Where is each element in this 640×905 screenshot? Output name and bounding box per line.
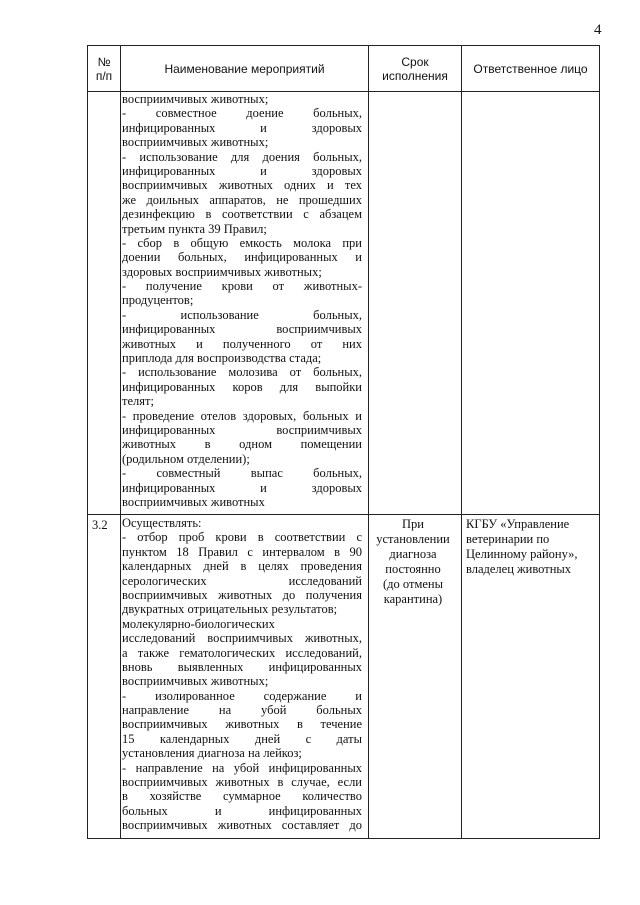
continued-measures-text <box>122 92 362 509</box>
text-line: приплода для воспроизводства стада; <box>122 351 322 366</box>
column-divider <box>368 46 369 838</box>
text-line: восприимчивых животных до получения <box>122 587 362 602</box>
measures-text-3-2 <box>122 516 362 833</box>
text-line: восприимчивых животных; <box>122 674 269 689</box>
text-line: - использование для доения больных, <box>122 149 362 164</box>
text-line: дезинфекцию в соответствии с абзацем <box>122 207 362 222</box>
page-number: 4 <box>594 22 602 38</box>
text-line: же доильных аппаратов, не прошедших <box>122 192 362 207</box>
text-line: - использование молозива от больных, <box>122 365 362 380</box>
text-line: - направление на убой инфицированных <box>122 760 362 775</box>
text-line: доении больных, инфицированных и <box>122 250 362 265</box>
text-line: больных и инфицированных <box>122 803 362 818</box>
header-responsible: Ответственное лицо <box>473 61 588 76</box>
text-line: животных в одном помещении <box>122 437 362 452</box>
header-num: № п/п <box>95 54 113 83</box>
row-number: 3.2 <box>92 518 108 532</box>
text-line: инфицированных восприимчивых <box>122 422 362 437</box>
text-line: 15 календарных дней с даты <box>122 731 362 746</box>
text-line: - получение крови от животных- <box>122 279 362 294</box>
text-line: восприимчивых животных; <box>122 135 269 150</box>
text-line: продуцентов; <box>122 293 194 308</box>
text-line: восприимчивых животных; <box>122 92 269 106</box>
text-line: молекулярно-биологических <box>122 616 275 631</box>
text-line: восприимчивых животных в течение <box>122 717 362 732</box>
row-divider <box>88 514 599 515</box>
text-line: а также гематологических исследований, <box>122 645 362 660</box>
text-line: - совместный выпас больных, <box>122 466 362 481</box>
text-line: инфицированных и здоровых <box>122 480 362 495</box>
text-line: третьим пункта 39 Правил; <box>122 221 267 236</box>
text-line: здоровых восприимчивых животных; <box>122 264 322 279</box>
header-name: Наименование мероприятий <box>164 61 325 76</box>
text-line: исследований восприимчивых животных, <box>122 631 362 646</box>
text-line: восприимчивых животных одних и тех <box>122 178 362 193</box>
text-line: восприимчивых животных составляет до <box>122 818 362 833</box>
text-line: - отбор проб крови в соответствии с <box>122 530 362 545</box>
header-term: Срок исполнения <box>382 54 448 83</box>
text-line: календарных дней в целях проведения <box>122 559 362 574</box>
term-text: При установлении диагноза постоянно (до отмены карантина) <box>376 517 450 606</box>
text-line: вновь выявленных инфицированных <box>122 659 362 674</box>
text-line: восприимчивых животных <box>122 494 265 509</box>
text-line: инфицированных и здоровых <box>122 120 362 135</box>
text-line: в хозяйстве суммарное количество <box>122 789 362 804</box>
text-line: инфицированных и здоровых <box>122 163 362 178</box>
text-line: Осуществлять: <box>122 516 202 530</box>
text-line: инфицированных коров для выпойки <box>122 379 362 394</box>
column-divider <box>120 46 121 838</box>
text-line: пунктом 18 Правил с интервалом в 90 <box>122 544 362 559</box>
text-line: - использование больных, <box>122 307 362 322</box>
text-line: телят; <box>122 394 154 409</box>
text-line: - изолированное содержание и <box>122 688 362 703</box>
text-line: (родильном отделении); <box>122 451 250 466</box>
text-line: животных и полученного от них <box>122 336 362 351</box>
text-line: инфицированных восприимчивых <box>122 322 362 337</box>
text-line: установления диагноза на лейкоз; <box>122 746 302 761</box>
text-line: восприимчивых животных в случае, если <box>122 775 362 790</box>
column-divider <box>461 46 462 838</box>
text-line: - проведение отелов здоровых, больных и <box>122 408 362 423</box>
text-line: двукратных отрицательных результатов; <box>122 602 338 617</box>
measures-table <box>87 45 600 839</box>
text-line: - сбор в общую емкость молока при <box>122 235 362 250</box>
text-line: направление на убой больных <box>122 703 362 718</box>
responsible-text: КГБУ «Управление ветеринарии по Целинному району», владелец животных <box>466 517 578 576</box>
text-line: серологических исследований <box>122 573 362 588</box>
text-line: - совместное доение больных, <box>122 106 362 121</box>
